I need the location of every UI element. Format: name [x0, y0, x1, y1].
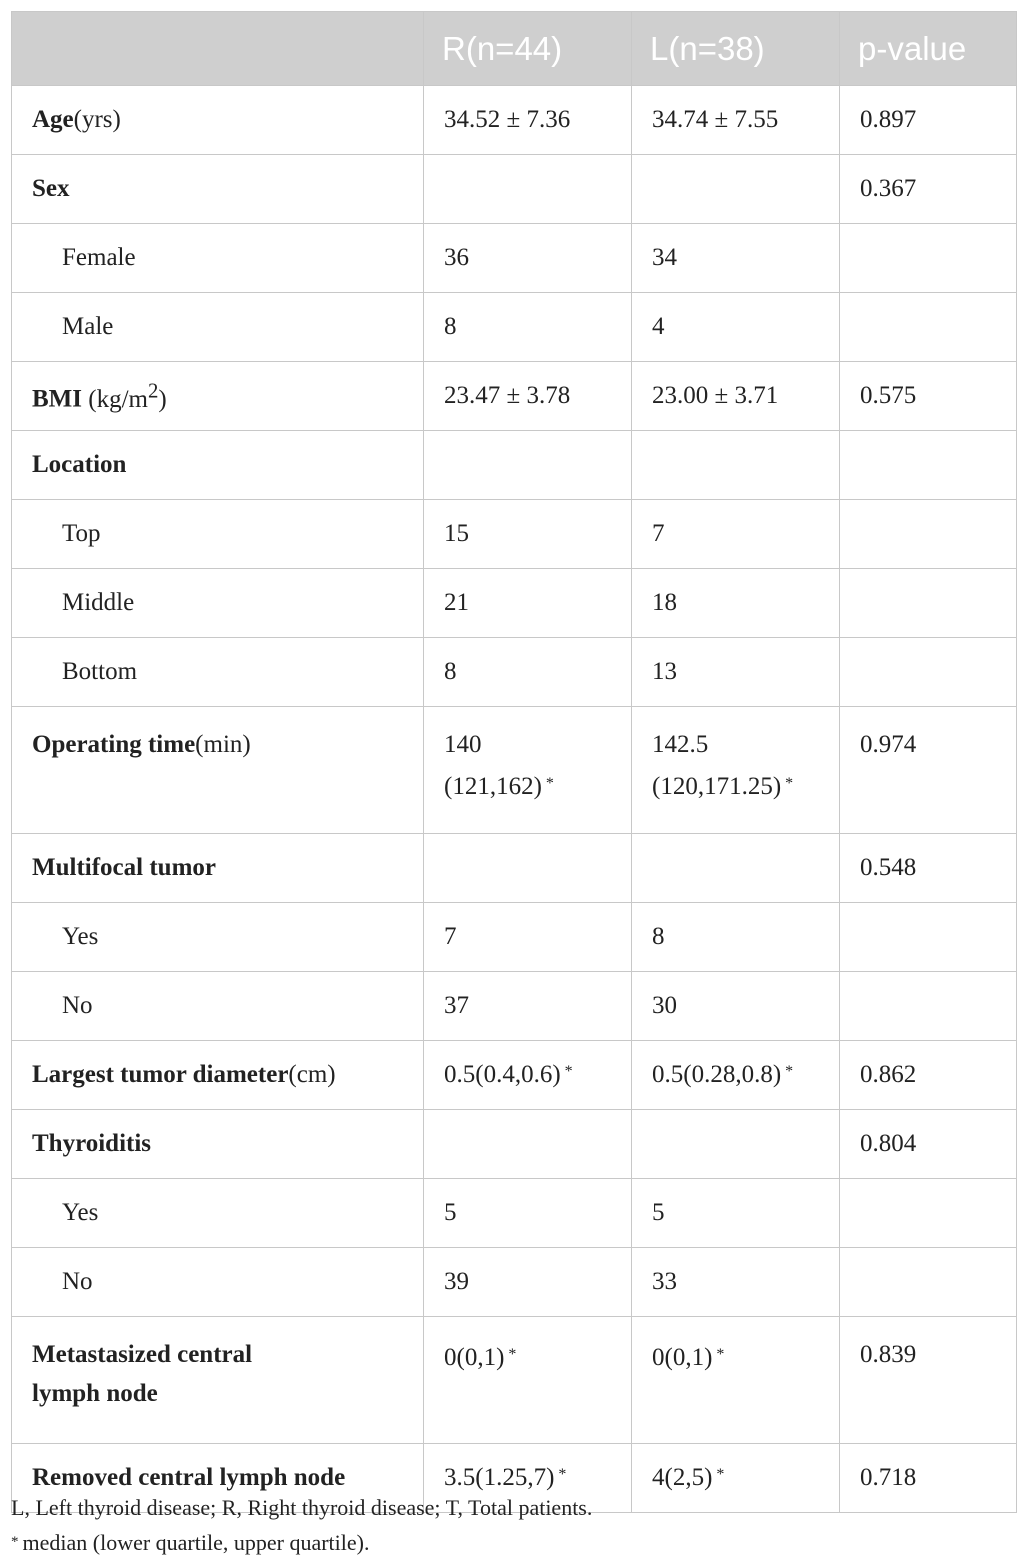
right-group-value-cell — [424, 1317, 632, 1444]
cell-value: 0(0,1) — [444, 1344, 505, 1371]
unit-text: (yrs) — [73, 106, 121, 133]
variable-label-cell — [12, 1110, 424, 1179]
cell-value: 23.47 ± 3.78 — [444, 382, 571, 409]
cell-value: 33 — [652, 1268, 677, 1295]
header-left-group: L(n=38) — [632, 12, 840, 86]
right-group-value-cell — [424, 707, 632, 834]
left-group-value-cell — [632, 1317, 840, 1444]
cell-value: 23.00 ± 3.71 — [652, 382, 779, 409]
right-group-value-cell — [424, 834, 632, 903]
left-group-value-cell — [632, 569, 840, 638]
variable-label-cell — [12, 1041, 424, 1110]
row-label-line2: lymph node — [32, 1380, 158, 1407]
subcategory-label-cell — [12, 293, 424, 362]
right-group-value-cell — [424, 362, 632, 431]
p-value-cell — [840, 362, 1017, 431]
right-group-value-cell — [424, 972, 632, 1041]
cell-value: 0(0,1) — [652, 1344, 713, 1371]
cell-value: 8 — [444, 313, 457, 340]
right-group-value-cell — [424, 903, 632, 972]
cell-value-line2: (121,162) — [444, 773, 542, 800]
cell-value: 7 — [652, 520, 665, 547]
table-footnotes — [11, 1490, 592, 1560]
row-label: No — [62, 1268, 93, 1295]
table-row — [12, 500, 1017, 569]
right-group-value-cell — [424, 293, 632, 362]
unit-superscript: 2 — [147, 378, 159, 403]
cell-value: 18 — [652, 589, 677, 616]
left-group-value-cell — [632, 1444, 840, 1513]
variable-label-cell — [12, 707, 424, 834]
p-value-cell — [840, 293, 1017, 362]
p-value-cell — [840, 500, 1017, 569]
subcategory-label-cell — [12, 500, 424, 569]
row-label: Male — [62, 313, 114, 340]
subcategory-label-cell — [12, 972, 424, 1041]
cell-value: 34.52 ± 7.36 — [444, 106, 571, 133]
variable-label-cell — [12, 834, 424, 903]
table-row — [12, 1179, 1017, 1248]
star-marker: * — [785, 775, 794, 792]
left-group-value-cell — [632, 431, 840, 500]
unit-text: (cm) — [288, 1061, 336, 1088]
cell-value: 4(2,5) — [652, 1464, 713, 1491]
row-unit — [195, 731, 251, 758]
subcategory-label-cell — [12, 224, 424, 293]
p-value-cell — [840, 903, 1017, 972]
table-row — [12, 224, 1017, 293]
right-group-value-cell — [424, 1248, 632, 1317]
cell-value: 4 — [652, 313, 665, 340]
cell-value-line2: (120,171.25) — [652, 773, 782, 800]
table-row — [12, 293, 1017, 362]
row-unit — [74, 106, 121, 133]
right-group-value-cell — [424, 431, 632, 500]
row-label: Top — [62, 520, 101, 547]
p-value-cell — [840, 1179, 1017, 1248]
p-value: 0.804 — [860, 1130, 917, 1157]
row-label: Age — [32, 106, 74, 133]
p-value-cell — [840, 1444, 1017, 1513]
left-group-value-cell — [632, 155, 840, 224]
left-group-value-cell — [632, 362, 840, 431]
variable-label-cell — [12, 1317, 424, 1444]
variable-label-cell — [12, 362, 424, 431]
table-header-row — [12, 12, 1017, 86]
row-label: Yes — [62, 1199, 99, 1226]
p-value-cell — [840, 1110, 1017, 1179]
subcategory-label-cell — [12, 569, 424, 638]
cell-value: 13 — [652, 658, 677, 685]
left-group-value-cell — [632, 1248, 840, 1317]
row-label: Operating time — [32, 731, 196, 758]
star-marker: * — [545, 775, 554, 792]
right-group-value-cell — [424, 569, 632, 638]
p-value: 0.839 — [860, 1341, 917, 1368]
cell-value: 30 — [652, 992, 677, 1019]
right-group-value-cell — [424, 1179, 632, 1248]
table-row — [12, 707, 1017, 834]
star-marker: * — [716, 1346, 725, 1363]
p-value: 0.367 — [860, 175, 917, 202]
star-marker: * — [716, 1466, 725, 1483]
row-label: BMI — [32, 385, 82, 413]
table-row — [12, 834, 1017, 903]
p-value-cell — [840, 155, 1017, 224]
header-blank-cell — [12, 12, 424, 86]
row-label: Location — [32, 451, 127, 478]
cell-value: 140 — [444, 731, 482, 758]
row-unit — [82, 378, 167, 413]
table-row — [12, 155, 1017, 224]
p-value: 0.974 — [860, 731, 917, 758]
abbreviations-note: L, Left thyroid disease; R, Right thyroid disease; T, Total patients. — [11, 1495, 593, 1520]
left-group-value-cell — [632, 638, 840, 707]
median-note-text: median (lower quartile, upper quartile). — [22, 1530, 370, 1555]
left-group-value-cell — [632, 834, 840, 903]
right-group-value-cell — [424, 155, 632, 224]
p-value-cell — [840, 86, 1017, 155]
subcategory-label-cell — [12, 1179, 424, 1248]
p-value-cell — [840, 834, 1017, 903]
table-row — [12, 431, 1017, 500]
right-group-value-cell — [424, 638, 632, 707]
cell-value: 34.74 ± 7.55 — [652, 106, 779, 133]
cell-value: 34 — [652, 244, 677, 271]
left-group-value-cell — [632, 1110, 840, 1179]
p-value: 0.575 — [860, 382, 917, 409]
row-label: Multifocal tumor — [32, 854, 216, 881]
right-group-value-cell — [424, 224, 632, 293]
star-marker: * — [508, 1346, 517, 1363]
left-group-value-cell — [632, 903, 840, 972]
cell-value: 7 — [444, 923, 457, 950]
baseline-characteristics-table — [11, 11, 1017, 1513]
row-label: Yes — [62, 923, 99, 950]
row-unit — [288, 1061, 335, 1088]
cell-value: 37 — [444, 992, 469, 1019]
table-row — [12, 362, 1017, 431]
left-group-value-cell — [632, 86, 840, 155]
p-value-cell — [840, 707, 1017, 834]
subcategory-label-cell — [12, 638, 424, 707]
left-group-value-cell — [632, 972, 840, 1041]
row-label: Metastasized central — [32, 1341, 253, 1368]
cell-value: 8 — [444, 658, 457, 685]
cell-value: 5 — [444, 1199, 457, 1226]
table-row — [12, 1317, 1017, 1444]
cell-value: 21 — [444, 589, 469, 616]
median-note — [11, 1525, 592, 1560]
star-symbol: * — [11, 1534, 19, 1550]
cell-value: 36 — [444, 244, 469, 271]
row-label: Bottom — [62, 658, 138, 685]
header-p-value: p-value — [840, 12, 1017, 86]
p-value-cell — [840, 1317, 1017, 1444]
row-label: Middle — [62, 589, 135, 616]
p-value-cell — [840, 431, 1017, 500]
header-right-group: R(n=44) — [424, 12, 632, 86]
row-label: No — [62, 992, 93, 1019]
row-label: Female — [62, 244, 136, 271]
cell-value: 0.5(0.4,0.6) — [444, 1061, 561, 1088]
cell-value: 142.5 — [652, 731, 709, 758]
star-marker: * — [564, 1063, 573, 1080]
unit-end: ) — [158, 385, 167, 413]
variable-label-cell — [12, 431, 424, 500]
variable-label-cell — [12, 86, 424, 155]
table-row — [12, 1248, 1017, 1317]
table-row — [12, 569, 1017, 638]
table-row — [12, 1110, 1017, 1179]
cell-value: 8 — [652, 923, 665, 950]
subcategory-label-cell — [12, 903, 424, 972]
variable-label-cell — [12, 155, 424, 224]
left-group-value-cell — [632, 1179, 840, 1248]
p-value: 0.718 — [860, 1464, 917, 1491]
table-row — [12, 1041, 1017, 1110]
subcategory-label-cell — [12, 1248, 424, 1317]
p-value-cell — [840, 569, 1017, 638]
star-marker: * — [785, 1063, 794, 1080]
p-value: 0.897 — [860, 106, 917, 133]
table-row — [12, 972, 1017, 1041]
table-row — [12, 903, 1017, 972]
p-value-cell — [840, 1041, 1017, 1110]
right-group-value-cell — [424, 500, 632, 569]
cell-value: 0.5(0.28,0.8) — [652, 1061, 782, 1088]
right-group-value-cell — [424, 1110, 632, 1179]
p-value: 0.548 — [860, 854, 917, 881]
left-group-value-cell — [632, 224, 840, 293]
p-value: 0.862 — [860, 1061, 917, 1088]
row-label: Removed central lymph node — [32, 1464, 346, 1491]
p-value-cell — [840, 972, 1017, 1041]
left-group-value-cell — [632, 707, 840, 834]
p-value-cell — [840, 224, 1017, 293]
right-group-value-cell — [424, 1041, 632, 1110]
left-group-value-cell — [632, 1041, 840, 1110]
cell-value: 39 — [444, 1268, 469, 1295]
cell-value: 15 — [444, 520, 469, 547]
p-value-cell — [840, 638, 1017, 707]
star-marker: * — [558, 1466, 567, 1483]
unit-text: (min) — [195, 731, 251, 758]
left-group-value-cell — [632, 500, 840, 569]
p-value-cell — [840, 1248, 1017, 1317]
cell-value: 3.5(1.25,7) — [444, 1464, 555, 1491]
table-row — [12, 638, 1017, 707]
table-row — [12, 86, 1017, 155]
left-group-value-cell — [632, 293, 840, 362]
unit-text: (kg/m — [82, 385, 148, 413]
row-label: Sex — [32, 175, 70, 202]
right-group-value-cell — [424, 86, 632, 155]
cell-value: 5 — [652, 1199, 665, 1226]
row-label: Thyroiditis — [32, 1130, 152, 1157]
row-label: Largest tumor diameter — [32, 1061, 289, 1088]
